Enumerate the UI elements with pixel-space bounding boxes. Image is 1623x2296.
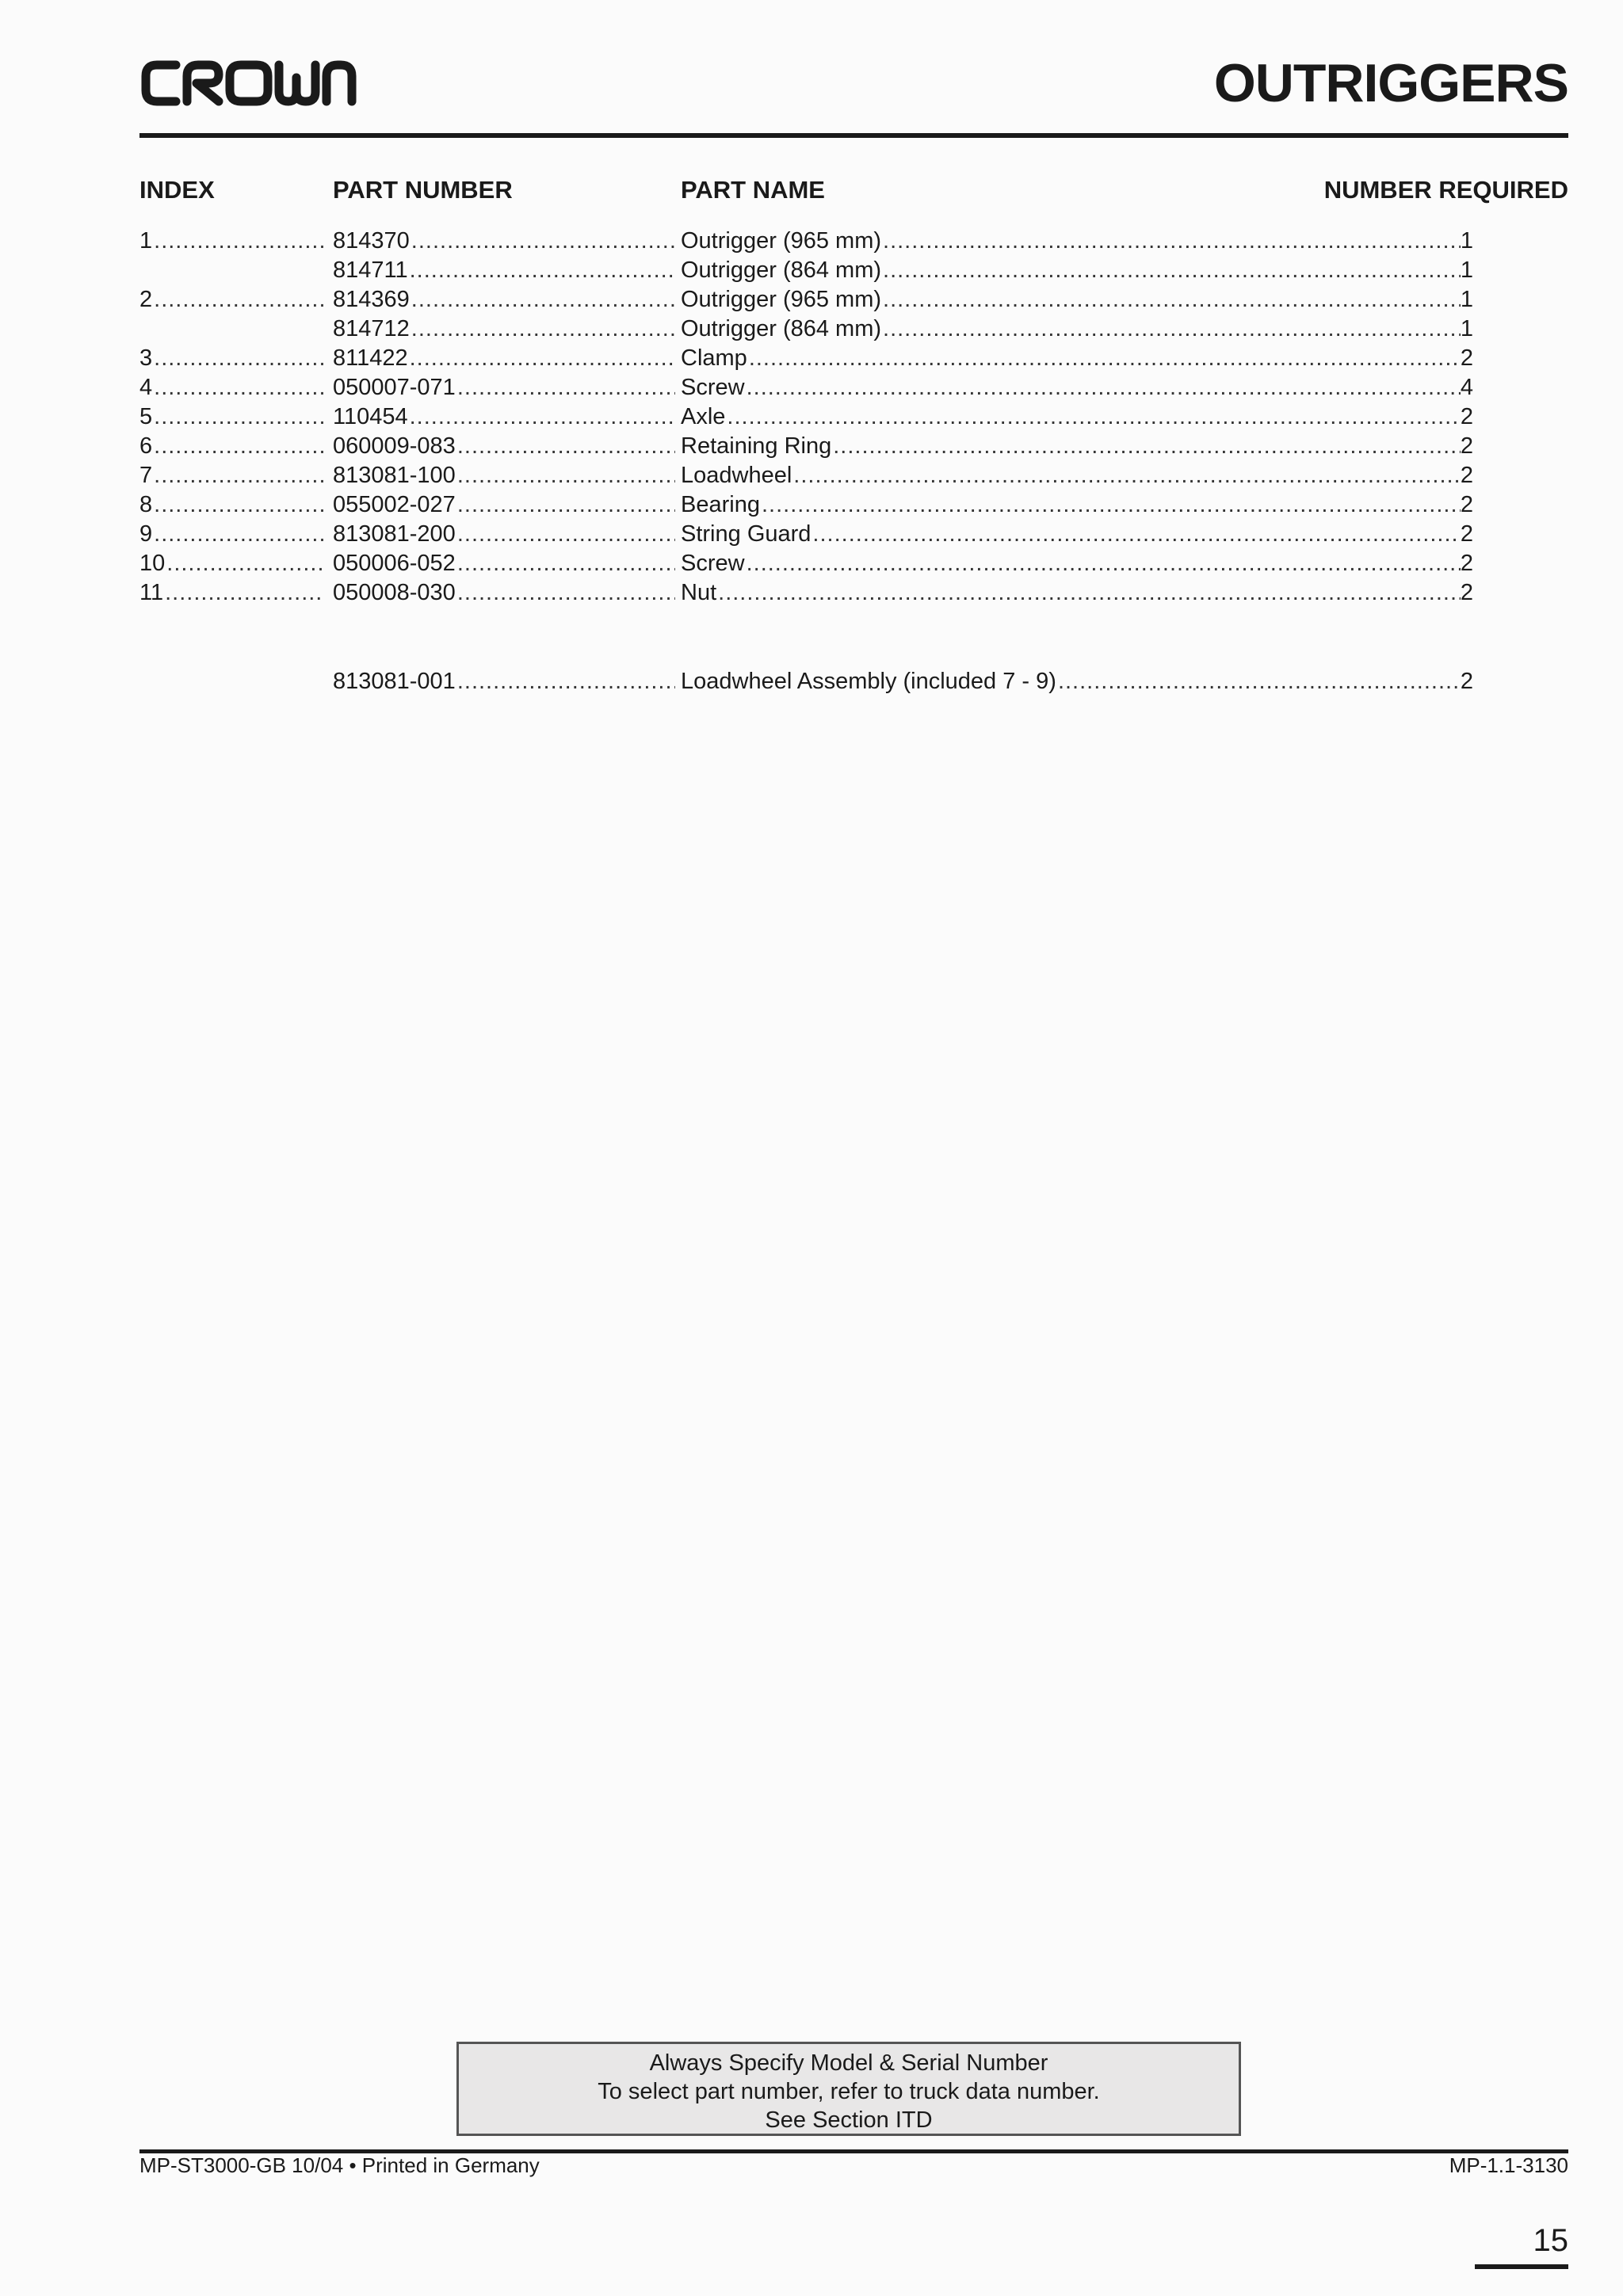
row-part-name: Outrigger (864 mm) <box>681 316 882 341</box>
notice-line: Always Specify Model & Serial Number <box>649 2050 1048 2076</box>
row-index: 8 <box>139 492 153 517</box>
row-part-number: 814711 <box>333 257 408 283</box>
row-part-number: 814369 <box>333 287 410 312</box>
row-index: 7 <box>139 463 153 488</box>
notice-line: See Section ITD <box>765 2107 933 2133</box>
table-row <box>0 227 1623 256</box>
table-row <box>0 549 1623 578</box>
page-number-rule <box>1475 2264 1568 2269</box>
assembly-part-name: Loadwheel Assembly (included 7 - 9) <box>681 669 1056 694</box>
row-index: 4 <box>139 375 153 400</box>
row-part-number: 050007-071 <box>333 375 456 400</box>
row-part-number: 813081-200 <box>333 521 456 547</box>
page-number: 15 <box>1533 2223 1568 2258</box>
row-qty: 2 <box>1460 404 1473 429</box>
row-part-number: 110454 <box>333 404 408 429</box>
row-part-name: Outrigger (965 mm) <box>681 228 882 254</box>
row-index: 6 <box>139 433 153 459</box>
assembly-qty: 2 <box>1460 669 1473 694</box>
header-rule <box>139 133 1568 138</box>
row-part-name: Retaining Ring <box>681 433 832 459</box>
column-header-part-name: PART NAME <box>681 176 825 204</box>
column-header-index: INDEX <box>139 176 215 204</box>
row-qty: 1 <box>1460 287 1473 312</box>
row-index: 10 <box>139 551 166 576</box>
row-part-name: Outrigger (965 mm) <box>681 287 882 312</box>
row-index: 5 <box>139 404 153 429</box>
row-part-number: 055002-027 <box>333 492 456 517</box>
row-part-name: Screw <box>681 551 745 576</box>
row-part-name: String Guard <box>681 521 812 547</box>
row-part-name: Screw <box>681 375 745 400</box>
row-qty: 1 <box>1460 228 1473 254</box>
table-row <box>0 578 1623 608</box>
row-part-name: Outrigger (864 mm) <box>681 257 882 283</box>
assembly-part-number: 813081-001 <box>333 669 456 694</box>
row-part-number: 050008-030 <box>333 580 456 605</box>
row-qty: 2 <box>1460 551 1473 576</box>
row-part-name: Loadwheel <box>681 463 792 488</box>
table-row <box>0 285 1623 315</box>
table-row <box>0 373 1623 402</box>
footer-document-code: MP-ST3000-GB 10/04 • Printed in Germany <box>139 2153 540 2177</box>
footer-section-code: MP-1.1-3130 <box>1449 2153 1568 2177</box>
row-part-number: 814370 <box>333 228 410 254</box>
table-row <box>0 461 1623 490</box>
column-header-part-number: PART NUMBER <box>333 176 513 204</box>
row-part-number: 050006-052 <box>333 551 456 576</box>
row-part-name: Clamp <box>681 345 747 371</box>
row-part-number: 811422 <box>333 345 408 371</box>
row-index: 9 <box>139 521 153 547</box>
crown-logo <box>139 57 358 108</box>
table-row <box>0 315 1623 344</box>
row-qty: 2 <box>1460 492 1473 517</box>
row-part-number: 813081-100 <box>333 463 456 488</box>
row-part-number: 814712 <box>333 316 410 341</box>
row-part-number: 060009-083 <box>333 433 456 459</box>
row-part-name: Nut <box>681 580 717 605</box>
table-row <box>0 344 1623 373</box>
row-qty: 2 <box>1460 433 1473 459</box>
notice-line: To select part number, refer to truck data number. <box>598 2079 1100 2104</box>
row-qty: 1 <box>1460 316 1473 341</box>
row-qty: 2 <box>1460 521 1473 547</box>
table-row <box>0 490 1623 520</box>
page-title: OUTRIGGERS <box>1213 53 1568 113</box>
table-row <box>0 520 1623 549</box>
row-qty: 4 <box>1460 375 1473 400</box>
row-index: 11 <box>139 580 164 605</box>
row-index: 2 <box>139 287 153 312</box>
assembly-row <box>0 667 1623 696</box>
row-qty: 2 <box>1460 345 1473 371</box>
table-row <box>0 432 1623 461</box>
row-part-name: Axle <box>681 404 726 429</box>
row-part-name: Bearing <box>681 492 760 517</box>
table-row <box>0 256 1623 285</box>
table-row <box>0 402 1623 432</box>
row-index: 3 <box>139 345 153 371</box>
column-header-number-required: NUMBER REQUIRED <box>1323 176 1568 204</box>
notice-box <box>456 2042 1241 2136</box>
row-qty: 2 <box>1460 463 1473 488</box>
row-qty: 1 <box>1460 257 1473 283</box>
row-qty: 2 <box>1460 580 1473 605</box>
row-index: 1 <box>139 228 153 254</box>
